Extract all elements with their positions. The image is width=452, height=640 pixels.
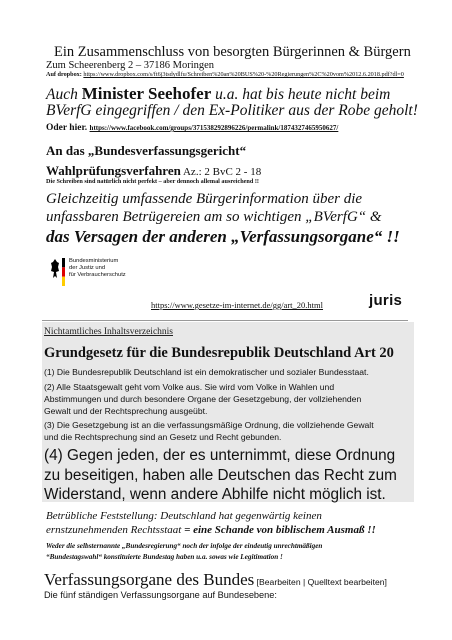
seehofer-prefix: Auch	[46, 86, 82, 103]
paragraph-line: (3) Die Gesetzgebung ist an die verfassungsmäßige Ordnung, die vollziehende Gewalt	[44, 420, 374, 430]
header-title: Ein Zusammenschluss von besorgten Bürgerinnen & Bürgern	[54, 44, 411, 60]
ministry-name: Bundesministerium der Justiz und für Verbraucherschutz	[69, 258, 126, 278]
juris-logo[interactable]: juris	[369, 292, 403, 309]
facebook-link[interactable]: https://www.facebook.com/groups/371538292896226/permalink/1874327465950627/	[89, 124, 339, 132]
article-paragraph-3	[44, 419, 374, 443]
info-line-3: das Versagen der anderen „Verfassungsorgane“ !!	[46, 227, 400, 246]
info-line-2: unfassbaren Betrügereien am so wichtigen „BVerfG“ &	[46, 209, 382, 225]
seehofer-line-2: BVerfG eingegriffen / den Ex-Politiker aus der Robe geholt!	[46, 102, 418, 119]
aktenzeichen: Az.: 2 BvC 2 - 18	[180, 166, 262, 178]
legitimacy-note-1: Weder die selbsternannte „Bundesregierung“ noch der infolge der eindeutig unrechtmäßigen	[46, 542, 323, 550]
schreiben-note: Die Schreiben sind natürlich nicht perfekt – aber dennoch allemal ausreichend !!	[46, 178, 259, 185]
ministry-logo	[46, 258, 176, 298]
paragraph-line: zu beseitigen, haben alle Deutschen das Recht zum	[44, 466, 397, 484]
edit-links[interactable]: [Bearbeiten | Quelltext bearbeiten]	[254, 577, 387, 587]
article-paragraph-2	[44, 381, 361, 417]
wahlpruefung-label: Wahlprüfungsverfahren	[46, 163, 181, 178]
gg-heading: Grundgesetz für die Bundesrepublik Deutschland Art 20	[44, 345, 394, 361]
dropbox-line	[46, 71, 404, 78]
feststellung-line-1: Betrübliche Feststellung: Deutschland hat gegenwärtig keinen	[46, 510, 322, 522]
feststellung-emphasis: = eine Schande von biblischem Ausmaß !!	[184, 524, 376, 536]
paragraph-line: Abstimmungen und durch besondere Organe der Gesetzgebung, der vollziehenden	[44, 394, 362, 404]
seehofer-suffix: u.a. hat bis heute nicht beim	[211, 86, 391, 103]
organs-heading: Verfassungsorgane des Bundes	[44, 570, 255, 589]
wahlpruefung-line	[46, 163, 261, 179]
paragraph-line: Widerstand, wenn andere Abhilfe nicht möglich ist.	[44, 486, 386, 503]
header-address: Zum Scheerenberg 2 – 37186 Moringen	[46, 60, 215, 71]
seehofer-name: Minister Seehofer	[81, 84, 212, 103]
article-paragraph-1	[44, 366, 369, 378]
dropbox-label: Auf dropbox:	[46, 71, 82, 78]
feststellung-line-2	[46, 524, 376, 536]
organs-subtitle: Die fünf ständigen Verfassungsorgane auf Bundesebene:	[44, 590, 277, 600]
legitimacy-note-2: “Bundestagswahl“ konstituierte Bundestag haben u.a. sowas wie Legitimation !	[46, 553, 283, 561]
facebook-line	[46, 123, 338, 133]
bverfg-title: An das „Bundesverfassungsgericht“	[46, 143, 247, 158]
dropbox-link[interactable]: https://www.dropbox.com/s/ft6j3tsdydlfu/Schreiben%20an%20BUS%20-%20Regierungen%2C%20vom%2012.6.2018.pdf?dl=0	[83, 71, 404, 78]
seehofer-line-1	[46, 84, 390, 104]
paragraph-line: Gewalt und der Rechtsprechung ausgeübt.	[44, 406, 208, 416]
separator	[42, 320, 408, 321]
organs-title	[44, 570, 387, 590]
law-url-link[interactable]: https://www.gesetze-im-internet.de/gg/art_20.html	[151, 300, 324, 310]
paragraph-line: (1) Die Bundesrepublik Deutschland ist ein demokratischer und sozialer Bundesstaat.	[44, 367, 369, 377]
feststellung-prefix: ernstzunehmenden Rechtsstaat	[46, 524, 185, 536]
facebook-label: Oder hier.	[46, 123, 88, 133]
toc-link[interactable]: Nichtamtliches Inhaltsverzeichnis	[44, 327, 173, 337]
paragraph-line: und die Rechtsprechung sind an Gesetz und Recht gebunden.	[44, 432, 282, 442]
paragraph-line: (2) Alle Staatsgewalt geht vom Volke aus. Sie wird vom Volke in Wahlen und	[44, 382, 335, 392]
flag-stripe-icon	[62, 258, 65, 286]
info-line-1: Gleichzeitig umfassende Bürgerinformation über die	[46, 191, 363, 207]
paragraph-line: (4) Gegen jeden, der es unternimmt, diese Ordnung	[44, 447, 396, 464]
article-paragraph-4	[44, 446, 397, 505]
federal-eagle-icon	[50, 258, 60, 280]
